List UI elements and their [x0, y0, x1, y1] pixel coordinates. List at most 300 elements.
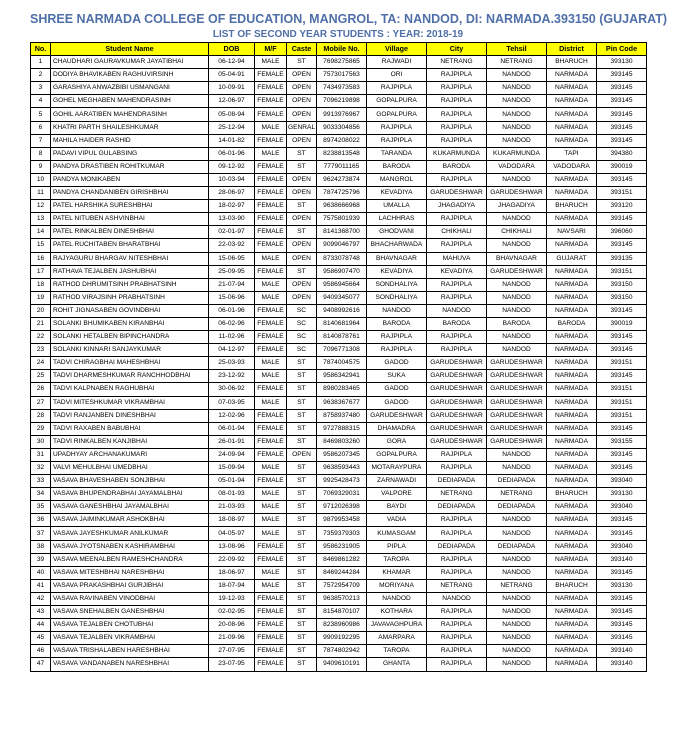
cell-district: NARMADA — [547, 291, 597, 304]
cell-student-name: MAHILA HAIDER RASHID — [51, 134, 209, 147]
cell-district: NARMADA — [547, 422, 597, 435]
cell-no: 3 — [31, 82, 51, 95]
cell-mobile: 9033304856 — [317, 121, 367, 134]
cell-student-name: TADVI CHIRAGBHAI MAHESHBHAI — [51, 357, 209, 370]
cell-caste: OPEN — [287, 173, 317, 186]
table-row — [31, 147, 647, 160]
cell-village: ZARNAWADI — [367, 475, 427, 488]
table-row — [31, 317, 647, 330]
column-header-dob: DOB — [209, 43, 255, 56]
cell-pin-code: 393145 — [597, 370, 647, 383]
cell-caste: ST — [287, 226, 317, 239]
cell-no: 15 — [31, 239, 51, 252]
table-row — [31, 95, 647, 108]
cell-gender: FEMALE — [255, 658, 287, 671]
cell-no: 13 — [31, 213, 51, 226]
cell-caste: ST — [287, 409, 317, 422]
cell-student-name: PATEL NITUBEN ASHVINBHAI — [51, 213, 209, 226]
cell-pin-code: 393145 — [597, 82, 647, 95]
cell-no: 36 — [31, 514, 51, 527]
table-row — [31, 252, 647, 265]
cell-district: NARMADA — [547, 95, 597, 108]
cell-village: SUKA — [367, 370, 427, 383]
cell-no: 45 — [31, 632, 51, 645]
table-row — [31, 475, 647, 488]
cell-student-name: VASAVA JAYESHKUMAR ANILKUMAR — [51, 527, 209, 540]
table-row — [31, 331, 647, 344]
cell-caste: ST — [287, 553, 317, 566]
table-row — [31, 121, 647, 134]
cell-city: GARUDESHWAR — [427, 383, 487, 396]
cell-no: 38 — [31, 540, 51, 553]
cell-city: RAJPIPLA — [427, 82, 487, 95]
cell-district: NARMADA — [547, 239, 597, 252]
cell-student-name: PANDYA CHANDANIBEN GIRISHBHAI — [51, 187, 209, 200]
cell-student-name: SOLANKI BHUMIKABEN KIRANBHAI — [51, 317, 209, 330]
cell-gender: FEMALE — [255, 187, 287, 200]
cell-dob: 05-08-94 — [209, 108, 255, 121]
cell-tehsil: NANDOD — [487, 606, 547, 619]
cell-district: NARMADA — [547, 462, 597, 475]
cell-pin-code: 393145 — [597, 514, 647, 527]
cell-gender: FEMALE — [255, 606, 287, 619]
cell-no: 37 — [31, 527, 51, 540]
table-row — [31, 383, 647, 396]
cell-village: RAJPIPLA — [367, 331, 427, 344]
cell-city: CHIKHALI — [427, 226, 487, 239]
cell-dob: 07-03-95 — [209, 396, 255, 409]
cell-pin-code: 390019 — [597, 160, 647, 173]
cell-dob: 10-03-94 — [209, 173, 255, 186]
table-row — [31, 540, 647, 553]
cell-gender: FEMALE — [255, 69, 287, 82]
cell-district: BHARUCH — [547, 579, 597, 592]
cell-tehsil: NANDOD — [487, 592, 547, 605]
cell-city: BARODA — [427, 317, 487, 330]
cell-student-name: VASAVA PRAKASHBHAI GURJIBHAI — [51, 579, 209, 592]
table-row — [31, 291, 647, 304]
cell-tehsil: NANDOD — [487, 553, 547, 566]
cell-mobile: 8140681964 — [317, 317, 367, 330]
table-row — [31, 422, 647, 435]
cell-district: NARMADA — [547, 540, 597, 553]
cell-tehsil: DEDIAPADA — [487, 501, 547, 514]
cell-student-name: ROHIT JIGNASABEN GOVINDBHAI — [51, 304, 209, 317]
cell-gender: MALE — [255, 147, 287, 160]
cell-city: RAJPIPLA — [427, 462, 487, 475]
cell-mobile: 9409610191 — [317, 658, 367, 671]
cell-gender: MALE — [255, 370, 287, 383]
cell-no: 10 — [31, 173, 51, 186]
cell-district: NARMADA — [547, 213, 597, 226]
cell-mobile: 9409345077 — [317, 291, 367, 304]
cell-district: NARMADA — [547, 645, 597, 658]
cell-pin-code: 393145 — [597, 95, 647, 108]
cell-student-name: TADVI RAXABEN BABUBHAI — [51, 422, 209, 435]
cell-pin-code: 393040 — [597, 475, 647, 488]
cell-dob: 21-07-94 — [209, 278, 255, 291]
cell-no: 40 — [31, 566, 51, 579]
cell-dob: 21-03-93 — [209, 501, 255, 514]
cell-pin-code: 393145 — [597, 462, 647, 475]
cell-village: KEVADIYA — [367, 265, 427, 278]
cell-district: NARMADA — [547, 619, 597, 632]
cell-village: GADOD — [367, 357, 427, 370]
cell-city: RAJPIPLA — [427, 619, 487, 632]
cell-dob: 26-01-91 — [209, 435, 255, 448]
table-row — [31, 173, 647, 186]
cell-student-name: DODIYA BHAVIKABEN RAGHUVIRSINH — [51, 69, 209, 82]
cell-mobile: 9638593443 — [317, 462, 367, 475]
cell-village: GOPALPURA — [367, 95, 427, 108]
cell-village: MANGROL — [367, 173, 427, 186]
cell-tehsil: GARUDESHWAR — [487, 396, 547, 409]
cell-mobile: 9913976967 — [317, 108, 367, 121]
cell-pin-code: 393145 — [597, 108, 647, 121]
cell-pin-code: 393145 — [597, 566, 647, 579]
column-header-mobile: Mobile No. — [317, 43, 367, 56]
cell-dob: 24-09-94 — [209, 448, 255, 461]
cell-dob: 20-08-96 — [209, 619, 255, 632]
cell-dob: 06-01-94 — [209, 422, 255, 435]
cell-caste: ST — [287, 566, 317, 579]
table-row — [31, 134, 647, 147]
cell-village: RAJPIPLA — [367, 121, 427, 134]
cell-village: VADIA — [367, 514, 427, 527]
cell-city: RAJPIPLA — [427, 632, 487, 645]
cell-gender: FEMALE — [255, 448, 287, 461]
cell-mobile: 9712026398 — [317, 501, 367, 514]
table-row — [31, 56, 647, 69]
cell-district: TAPI — [547, 147, 597, 160]
cell-dob: 25-09-95 — [209, 265, 255, 278]
cell-student-name: KHATRI PARTH SHAILESHKUMAR — [51, 121, 209, 134]
cell-city: KUKARMUNDA — [427, 147, 487, 160]
table-row — [31, 606, 647, 619]
cell-mobile: 9408992616 — [317, 304, 367, 317]
cell-tehsil: GARUDESHWAR — [487, 383, 547, 396]
cell-city: RAJPIPLA — [427, 69, 487, 82]
cell-student-name: PANDYA DRASTIBEN ROHITKUMAR — [51, 160, 209, 173]
cell-city: RAJPIPLA — [427, 553, 487, 566]
cell-tehsil: NANDOD — [487, 462, 547, 475]
cell-district: NARMADA — [547, 357, 597, 370]
table-row — [31, 265, 647, 278]
cell-village: TARANDA — [367, 147, 427, 160]
cell-no: 26 — [31, 383, 51, 396]
table-row — [31, 213, 647, 226]
cell-dob: 12-06-97 — [209, 95, 255, 108]
cell-city: GARUDESHWAR — [427, 187, 487, 200]
cell-dob: 14-01-82 — [209, 134, 255, 147]
cell-student-name: PATEL RINKALBEN DINESHBHAI — [51, 226, 209, 239]
cell-student-name: TADVI KALPNABEN RAGHUBHAI — [51, 383, 209, 396]
cell-district: NARMADA — [547, 658, 597, 671]
cell-tehsil: NANDOD — [487, 331, 547, 344]
cell-no: 47 — [31, 658, 51, 671]
cell-village: LACHHRAS — [367, 213, 427, 226]
cell-student-name: VASAVA VANDANABEN NARESHBHAI — [51, 658, 209, 671]
column-header-pin-code: Pin Code — [597, 43, 647, 56]
cell-pin-code: 393151 — [597, 187, 647, 200]
cell-tehsil: DEDIAPADA — [487, 475, 547, 488]
cell-mobile: 7575801939 — [317, 213, 367, 226]
cell-village: KHAMAR — [367, 566, 427, 579]
cell-gender: FEMALE — [255, 265, 287, 278]
cell-village: VALPORE — [367, 488, 427, 501]
cell-no: 31 — [31, 448, 51, 461]
cell-tehsil: NANDOD — [487, 619, 547, 632]
cell-gender: FEMALE — [255, 645, 287, 658]
cell-tehsil: NANDOD — [487, 239, 547, 252]
cell-city: NANDOD — [427, 592, 487, 605]
cell-village: GHANTA — [367, 658, 427, 671]
cell-pin-code: 393145 — [597, 173, 647, 186]
cell-city: RAJPIPLA — [427, 566, 487, 579]
cell-village: BHACHARWADA — [367, 239, 427, 252]
cell-caste: ST — [287, 396, 317, 409]
cell-caste: OPEN — [287, 252, 317, 265]
column-header-caste: Caste — [287, 43, 317, 56]
cell-village: SONDHALIYA — [367, 278, 427, 291]
cell-village: PIPLA — [367, 540, 427, 553]
cell-tehsil: GARUDESHWAR — [487, 422, 547, 435]
cell-caste: OPEN — [287, 278, 317, 291]
cell-district: NARMADA — [547, 134, 597, 147]
cell-no: 21 — [31, 317, 51, 330]
cell-student-name: SOLANKI HETALBEN BIPINCHANDRA — [51, 331, 209, 344]
cell-district: NARMADA — [547, 606, 597, 619]
cell-student-name: GARASHIYA ANWAZBIBI USMANGANI — [51, 82, 209, 95]
cell-city: RAJPIPLA — [427, 331, 487, 344]
table-row — [31, 160, 647, 173]
cell-student-name: TADVI DHARMESHKUMAR RANCHHODBHAI — [51, 370, 209, 383]
cell-tehsil: NETRANG — [487, 488, 547, 501]
cell-pin-code: 393140 — [597, 553, 647, 566]
cell-city: GARUDESHWAR — [427, 396, 487, 409]
cell-student-name: VASAVA JAIMINKUMAR ASHOKBHAI — [51, 514, 209, 527]
cell-caste: OPEN — [287, 69, 317, 82]
cell-pin-code: 393151 — [597, 409, 647, 422]
cell-student-name: VASAVA MITESHBHAI NARESHBHAI — [51, 566, 209, 579]
cell-city: NANDOD — [427, 304, 487, 317]
cell-caste: ST — [287, 658, 317, 671]
cell-dob: 08-01-93 — [209, 488, 255, 501]
cell-mobile: 7069329031 — [317, 488, 367, 501]
cell-dob: 12-02-96 — [209, 409, 255, 422]
cell-pin-code: 393150 — [597, 278, 647, 291]
cell-caste: ST — [287, 435, 317, 448]
cell-gender: FEMALE — [255, 409, 287, 422]
cell-tehsil: NETRANG — [487, 579, 547, 592]
cell-dob: 15-06-96 — [209, 291, 255, 304]
table-row — [31, 239, 647, 252]
cell-dob: 13-08-96 — [209, 540, 255, 553]
cell-tehsil: NANDOD — [487, 566, 547, 579]
cell-gender: FEMALE — [255, 540, 287, 553]
cell-student-name: VASAVA TEJALBEN CHOTUBHAI — [51, 619, 209, 632]
table-row — [31, 370, 647, 383]
cell-no: 46 — [31, 645, 51, 658]
cell-tehsil: NANDOD — [487, 173, 547, 186]
cell-dob: 04-05-97 — [209, 527, 255, 540]
cell-dob: 18-07-94 — [209, 579, 255, 592]
cell-mobile: 7434973583 — [317, 82, 367, 95]
college-title: SHREE NARMADA COLLEGE OF EDUCATION, MANGROL, TA: NANDOD, DI: NARMADA.393150 (GUJARAT) — [30, 12, 668, 26]
cell-caste: ST — [287, 527, 317, 540]
cell-no: 28 — [31, 409, 51, 422]
cell-pin-code: 393120 — [597, 200, 647, 213]
cell-no: 8 — [31, 147, 51, 160]
cell-dob: 02-01-97 — [209, 226, 255, 239]
cell-district: NARMADA — [547, 409, 597, 422]
cell-mobile: 9099046797 — [317, 239, 367, 252]
cell-gender: FEMALE — [255, 553, 287, 566]
table-row — [31, 462, 647, 475]
cell-mobile: 8141368700 — [317, 226, 367, 239]
table-row — [31, 592, 647, 605]
cell-caste: ST — [287, 265, 317, 278]
cell-village: NANDOD — [367, 592, 427, 605]
cell-gender: FEMALE — [255, 173, 287, 186]
cell-gender: MALE — [255, 291, 287, 304]
cell-gender: FEMALE — [255, 331, 287, 344]
cell-student-name: VASAVA BHAVESHABEN SONJIBHAI — [51, 475, 209, 488]
cell-village: MORIYANA — [367, 579, 427, 592]
cell-village: BARODA — [367, 160, 427, 173]
cell-tehsil: NANDOD — [487, 278, 547, 291]
cell-pin-code: 393040 — [597, 540, 647, 553]
table-row — [31, 566, 647, 579]
cell-village: JAVAVAGHPURA — [367, 619, 427, 632]
cell-pin-code: 393145 — [597, 121, 647, 134]
table-row — [31, 278, 647, 291]
cell-caste: ST — [287, 462, 317, 475]
cell-pin-code: 393151 — [597, 357, 647, 370]
cell-gender: FEMALE — [255, 344, 287, 357]
cell-no: 34 — [31, 488, 51, 501]
cell-dob: 28-06-97 — [209, 187, 255, 200]
cell-dob: 27-07-95 — [209, 645, 255, 658]
cell-pin-code: 393130 — [597, 579, 647, 592]
cell-gender: FEMALE — [255, 82, 287, 95]
cell-gender: FEMALE — [255, 422, 287, 435]
cell-gender: FEMALE — [255, 108, 287, 121]
cell-mobile: 8140878761 — [317, 331, 367, 344]
cell-district: NARMADA — [547, 592, 597, 605]
cell-student-name: TADVI RINKALBEN KANJIBHAI — [51, 435, 209, 448]
cell-no: 30 — [31, 435, 51, 448]
cell-city: RAJPIPLA — [427, 514, 487, 527]
cell-tehsil: CHIKHALI — [487, 226, 547, 239]
cell-gender: FEMALE — [255, 317, 287, 330]
table-row — [31, 501, 647, 514]
cell-mobile: 7359379303 — [317, 527, 367, 540]
cell-no: 29 — [31, 422, 51, 435]
cell-caste: SC — [287, 304, 317, 317]
cell-city: RAJPIPLA — [427, 95, 487, 108]
cell-caste: ST — [287, 488, 317, 501]
cell-pin-code: 393145 — [597, 422, 647, 435]
cell-dob: 15-06-95 — [209, 252, 255, 265]
cell-city: DEDIAPADA — [427, 475, 487, 488]
cell-district: NARMADA — [547, 304, 597, 317]
cell-village: RAJPIPLA — [367, 134, 427, 147]
cell-city: RAJPIPLA — [427, 344, 487, 357]
cell-village: GORA — [367, 435, 427, 448]
cell-no: 19 — [31, 291, 51, 304]
cell-district: NARMADA — [547, 632, 597, 645]
cell-caste: ST — [287, 422, 317, 435]
cell-city: NETRANG — [427, 56, 487, 69]
cell-tehsil: NANDOD — [487, 108, 547, 121]
cell-district: NARMADA — [547, 69, 597, 82]
cell-district: NAVSARI — [547, 226, 597, 239]
cell-mobile: 8469244284 — [317, 566, 367, 579]
cell-city: RAJPIPLA — [427, 108, 487, 121]
cell-no: 16 — [31, 252, 51, 265]
cell-no: 7 — [31, 134, 51, 147]
table-row — [31, 619, 647, 632]
cell-tehsil: NETRANG — [487, 56, 547, 69]
cell-dob: 06-02-96 — [209, 317, 255, 330]
cell-student-name: GOHEL MEGHABEN MAHENDRASINH — [51, 95, 209, 108]
cell-village: MOTARAYPURA — [367, 462, 427, 475]
cell-city: JHAGADIYA — [427, 200, 487, 213]
cell-gender: FEMALE — [255, 619, 287, 632]
cell-gender: FEMALE — [255, 475, 287, 488]
cell-district: NARMADA — [547, 396, 597, 409]
cell-village: GARUDESHWAR — [367, 409, 427, 422]
cell-pin-code: 393130 — [597, 488, 647, 501]
list-subtitle: LIST OF SECOND YEAR STUDENTS : YEAR: 2018-19 — [212, 29, 464, 40]
cell-dob: 06-01-96 — [209, 304, 255, 317]
cell-tehsil: DEDIAPADA — [487, 540, 547, 553]
cell-mobile: 9638570213 — [317, 592, 367, 605]
student-table — [30, 42, 647, 672]
cell-city: RAJPIPLA — [427, 448, 487, 461]
cell-pin-code: 390019 — [597, 317, 647, 330]
cell-caste: ST — [287, 200, 317, 213]
cell-district: NARMADA — [547, 187, 597, 200]
cell-caste: ST — [287, 592, 317, 605]
cell-village: KEVADIYA — [367, 187, 427, 200]
student-list-sheet — [30, 10, 668, 672]
cell-district: NARMADA — [547, 448, 597, 461]
cell-no: 32 — [31, 462, 51, 475]
table-row — [31, 226, 647, 239]
cell-mobile: 7874004575 — [317, 357, 367, 370]
cell-no: 39 — [31, 553, 51, 566]
cell-tehsil: NANDOD — [487, 448, 547, 461]
cell-caste: ST — [287, 475, 317, 488]
cell-pin-code: 393145 — [597, 304, 647, 317]
cell-gender: FEMALE — [255, 134, 287, 147]
cell-student-name: VASAVA BHUPENDRABHAI JAYAMALBHAI — [51, 488, 209, 501]
cell-village: RAJPIPLA — [367, 82, 427, 95]
cell-caste: SC — [287, 344, 317, 357]
cell-no: 25 — [31, 370, 51, 383]
cell-city: KEVADIYA — [427, 265, 487, 278]
cell-dob: 06-01-96 — [209, 147, 255, 160]
cell-student-name: CHAUDHARI GAURAVKUMAR JAYATIBHAI — [51, 56, 209, 69]
cell-city: RAJPIPLA — [427, 239, 487, 252]
cell-village: GADOD — [367, 383, 427, 396]
cell-city: GARUDESHWAR — [427, 435, 487, 448]
cell-no: 14 — [31, 226, 51, 239]
cell-student-name: VASAVA GANESHBHAI JAYAMALBHAI — [51, 501, 209, 514]
cell-district: NARMADA — [547, 527, 597, 540]
